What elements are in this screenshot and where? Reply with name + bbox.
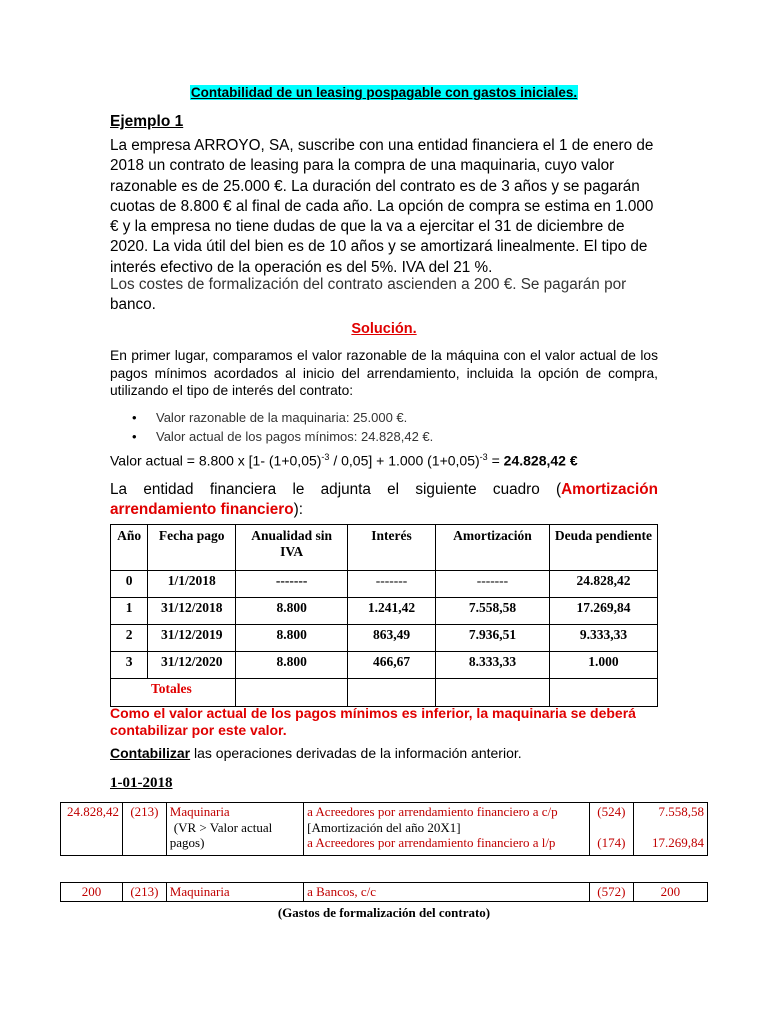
table-cell — [435, 679, 549, 707]
journal-entry-1 — [60, 802, 708, 856]
bullet-list — [132, 408, 433, 446]
credit-description — [304, 803, 590, 856]
table-cell — [549, 679, 657, 707]
totals-label: Totales — [111, 679, 236, 707]
debit-note: pagos) — [169, 835, 205, 850]
debit-account-name: Maquinaria — [166, 883, 303, 902]
table-cell: 7.558,58 — [435, 598, 549, 625]
statement-line: cuotas de 8.800 € al final de cada año. La opción de compra se estima en 1.000 — [110, 197, 654, 215]
journal-row — [61, 883, 708, 902]
journal-row — [61, 803, 708, 856]
table-cell: 1/1/2018 — [148, 571, 236, 598]
table-cell — [348, 679, 436, 707]
statement-line: 2020. La vida útil del bien es de 10 años y se amortizará linealmente. El tipo de — [110, 238, 648, 256]
table-cell: 31/12/2020 — [148, 652, 236, 679]
credit-amount: 7.558,58 — [658, 804, 704, 819]
present-value-formula — [110, 452, 578, 469]
credit-accounts — [589, 803, 633, 856]
table-cell: 466,67 — [348, 652, 436, 679]
table-row — [111, 652, 658, 679]
table-cell: 8.800 — [236, 598, 348, 625]
credit-account-name: a Acreedores por arrendamiento financiero a c/p — [307, 804, 558, 819]
statement-line: La empresa ARROYO, SA, suscribe con una entidad financiera el 1 de enero de — [110, 137, 654, 154]
entry-caption: (Gastos de formalización del contrato) — [277, 905, 491, 920]
exponent: -3 — [479, 452, 488, 462]
table-row — [111, 625, 658, 652]
table-cell: 17.269,84 — [549, 598, 657, 625]
amortization-table — [110, 524, 658, 707]
formula-result: 24.828,42 € — [503, 452, 578, 469]
conclusion-note: Como el valor actual de los pagos mínimos es inferior, la maquinaria se deberá contabilizar por este valor. — [110, 705, 636, 738]
credit-amount: 200 — [633, 883, 707, 902]
table-cell: 31/12/2019 — [148, 625, 236, 652]
statement-line: € y la empresa no tiene dudas de que la va a ejercitar el 31 de diciembre de — [110, 218, 625, 236]
instruction-keyword: Contabilizar — [110, 745, 191, 761]
table-cell: 7.936,51 — [435, 625, 549, 652]
credit-account-code: (174) — [597, 835, 626, 850]
statement-line: razonable es de 25.000 €. La duración del contrato es de 3 años y se pagarán — [110, 177, 640, 195]
header-cell: Amortización — [435, 525, 549, 571]
costs-line: banco. — [110, 296, 156, 314]
table-cell: 24.828,42 — [549, 571, 657, 598]
entry-date: 1-01-2018 — [110, 775, 173, 791]
comparison-paragraph: En primer lugar, comparamos el valor razonable de la máquina con el valor actual de los pagos mínimos acordados al inicio del arrendamiento, incluida la opción de compra, utilizando el tipo de interés del contrato: — [110, 348, 658, 398]
statement-line: interés efectivo de la operación es del 5%. IVA del 21 %. — [110, 258, 493, 276]
costs-line: Los costes de formalización del contrato ascienden a 200 €. Se pagarán por — [110, 276, 627, 293]
formula-part: Valor actual = 8.800 x [1- (1+0,05) — [110, 452, 322, 469]
table-cell: ------- — [348, 571, 436, 598]
table-cell: 1.000 — [549, 652, 657, 679]
table-cell: ------- — [236, 571, 348, 598]
instruction — [110, 745, 522, 761]
table-cell: 0 — [111, 571, 148, 598]
header-cell: Interés — [348, 525, 436, 571]
table-cell: 9.333,33 — [549, 625, 657, 652]
debit-description — [166, 803, 303, 856]
debit-note: (VR > Valor actual — [173, 819, 273, 835]
header-cell: Año — [111, 525, 148, 571]
debit-account: (213) — [123, 883, 167, 902]
instruction-text: las operaciones derivadas de la información anterior. — [190, 745, 522, 761]
statement-line: 2018 un contrato de leasing para la compra de una maquinaria, cuyo valor — [110, 157, 615, 175]
table-cell — [236, 679, 348, 707]
document-title: Contabilidad de un leasing pospagable con gastos iniciales. — [190, 85, 578, 100]
formula-part: / 0,05] + 1.000 (1+0,05) — [329, 452, 480, 469]
credit-account-code: (524) — [597, 804, 626, 819]
table-cell: 8.800 — [236, 652, 348, 679]
table-cell: 1.241,42 — [348, 598, 436, 625]
table-row — [111, 571, 658, 598]
credit-amounts — [633, 803, 707, 856]
header-cell: Anualidad sin IVA — [236, 525, 348, 571]
table-row — [111, 598, 658, 625]
debit-account: (213) — [123, 803, 167, 856]
table-cell: 8.333,33 — [435, 652, 549, 679]
header-cell: Deuda pendiente — [549, 525, 657, 571]
credit-amount: 17.269,84 — [652, 835, 704, 850]
intro-text: ): — [293, 501, 303, 518]
intro-text: La entidad financiera le adjunta el siguiente cuadro ( — [110, 481, 562, 498]
table-name: Amortización arrendamiento financiero — [110, 481, 658, 518]
table-header-row — [111, 525, 658, 571]
example-statement — [110, 136, 658, 278]
table-intro — [110, 480, 658, 520]
table-cell: ------- — [435, 571, 549, 598]
credit-note: [Amortización del año 20X1] — [307, 819, 461, 835]
solution-heading: Solución. — [351, 321, 417, 337]
table-cell: 863,49 — [348, 625, 436, 652]
formula-part: = — [487, 452, 504, 469]
table-cell: 31/12/2018 — [148, 598, 236, 625]
debit-account-name: Maquinaria — [169, 804, 230, 819]
example-heading: Ejemplo 1 — [110, 113, 184, 130]
totals-row — [111, 679, 658, 707]
bullet-item: • Valor razonable de la maquinaria: 25.000 €. — [132, 408, 433, 427]
credit-account-code: (572) — [589, 883, 633, 902]
credit-account-name: a Bancos, c/c — [304, 883, 590, 902]
costs-paragraph — [110, 275, 658, 316]
table-cell: 3 — [111, 652, 148, 679]
debit-amount: 24.828,42 — [61, 803, 123, 856]
journal-entry-2 — [60, 882, 708, 902]
table-cell: 8.800 — [236, 625, 348, 652]
bullet-item: • Valor actual de los pagos mínimos: 24.828,42 €. — [132, 427, 433, 446]
header-cell: Fecha pago — [148, 525, 236, 571]
credit-account-name: a Acreedores por arrendamiento financiero a l/p — [307, 835, 556, 850]
table-cell: 1 — [111, 598, 148, 625]
debit-amount: 200 — [61, 883, 123, 902]
table-cell: 2 — [111, 625, 148, 652]
exponent: -3 — [321, 452, 330, 462]
